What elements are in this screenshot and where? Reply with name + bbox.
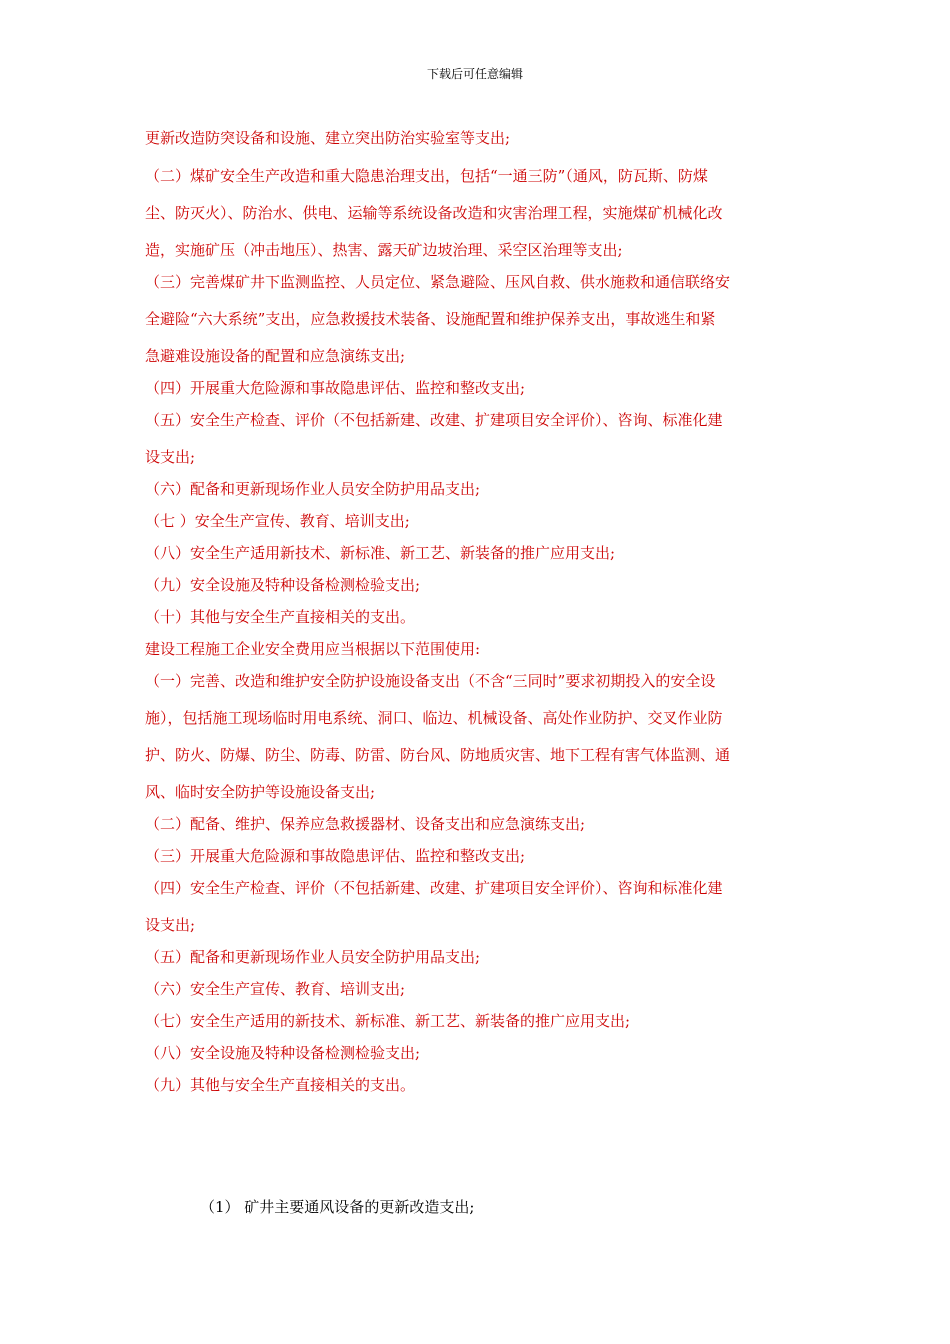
text-line: （六）安全生产宣传、教育、培训支出;: [145, 980, 406, 998]
text-line: （五）配备和更新现场作业人员安全防护用品支出;: [145, 948, 481, 966]
text-line: 设支出;: [145, 448, 196, 466]
text-line: （八）安全设施及特种设备检测检验支出;: [145, 1044, 421, 1062]
document-body: [145, 126, 813, 1097]
text-line: （八）安全生产适用新技术、新标准、新工艺、新装备的推广应用支出;: [145, 544, 616, 562]
text-line: 尘、防灭火）、防治水、供电、运输等系统设备改造和灾害治理工程，实施煤矿机械化改: [145, 204, 723, 222]
text-line: （七）安全生产适用的新技术、新标准、新工艺、新装备的推广应用支出;: [145, 1012, 631, 1030]
page-header: 下载后可任意编辑: [426, 67, 523, 81]
text-line: （一）完善、改造和维护安全防护设施设备支出（不含“三同时”要求初期投入的安全设: [145, 672, 716, 690]
numbered-item: （1） 矿井主要通风设备的更新改造支出;: [200, 1198, 475, 1216]
text-line: 更新改造防突设备和设施、建立突出防治实验室等支出;: [145, 129, 511, 147]
text-line: 建设工程施工企业安全费用应当根据以下范围使用:: [145, 640, 481, 658]
text-line: （三）开展重大危险源和事故隐患评估、监控和整改支出;: [145, 847, 526, 865]
text-line: （七 ）安全生产宣传、教育、培训支出;: [145, 512, 410, 530]
text-line: （三）完善煤矿井下监测监控、人员定位、紧急避险、压风自救、供水施救和通信联络安: [145, 273, 731, 291]
text-line: 全避险“六大系统”支出，应急救援技术装备、设施配置和维护保养支出，事故逃生和紧: [145, 310, 716, 328]
text-line: （五）安全生产检查、评价（不包括新建、改建、扩建项目安全评价）、咨询、标准化建: [145, 411, 723, 429]
text-line: （四）安全生产检查、评价（不包括新建、改建、扩建项目安全评价）、咨询和标准化建: [145, 879, 723, 897]
text-line: 护、防火、防爆、防尘、防毒、防雷、防台风、防地质灾害、地下工程有害气体监测、通: [145, 746, 731, 764]
text-line: 设支出;: [145, 916, 196, 934]
text-line: （九）安全设施及特种设备检测检验支出;: [145, 576, 421, 594]
text-line: （九）其他与安全生产直接相关的支出。: [145, 1076, 416, 1094]
text-line: 施），包括施工现场临时用电系统、洞口、临边、机械设备、高处作业防护、交叉作业防: [145, 709, 723, 727]
text-line: （六）配备和更新现场作业人员安全防护用品支出;: [145, 480, 481, 498]
text-line: （二）煤矿安全生产改造和重大隐患治理支出，包括“一通三防”（通风，防瓦斯、防煤: [145, 167, 708, 185]
text-line: （四）开展重大危险源和事故隐患评估、监控和整改支出;: [145, 379, 526, 397]
text-line: （二）配备、维护、保养应急救援器材、设备支出和应急演练支出;: [145, 815, 586, 833]
text-line: 急避难设施设备的配置和应急演练支出;: [145, 347, 406, 365]
text-line: 风、临时安全防护等设施设备支出;: [145, 783, 376, 801]
text-line: 造，实施矿压（冲击地压）、热害、露天矿边坡治理、采空区治理等支出;: [145, 241, 623, 259]
text-line: （十）其他与安全生产直接相关的支出。: [145, 608, 416, 626]
